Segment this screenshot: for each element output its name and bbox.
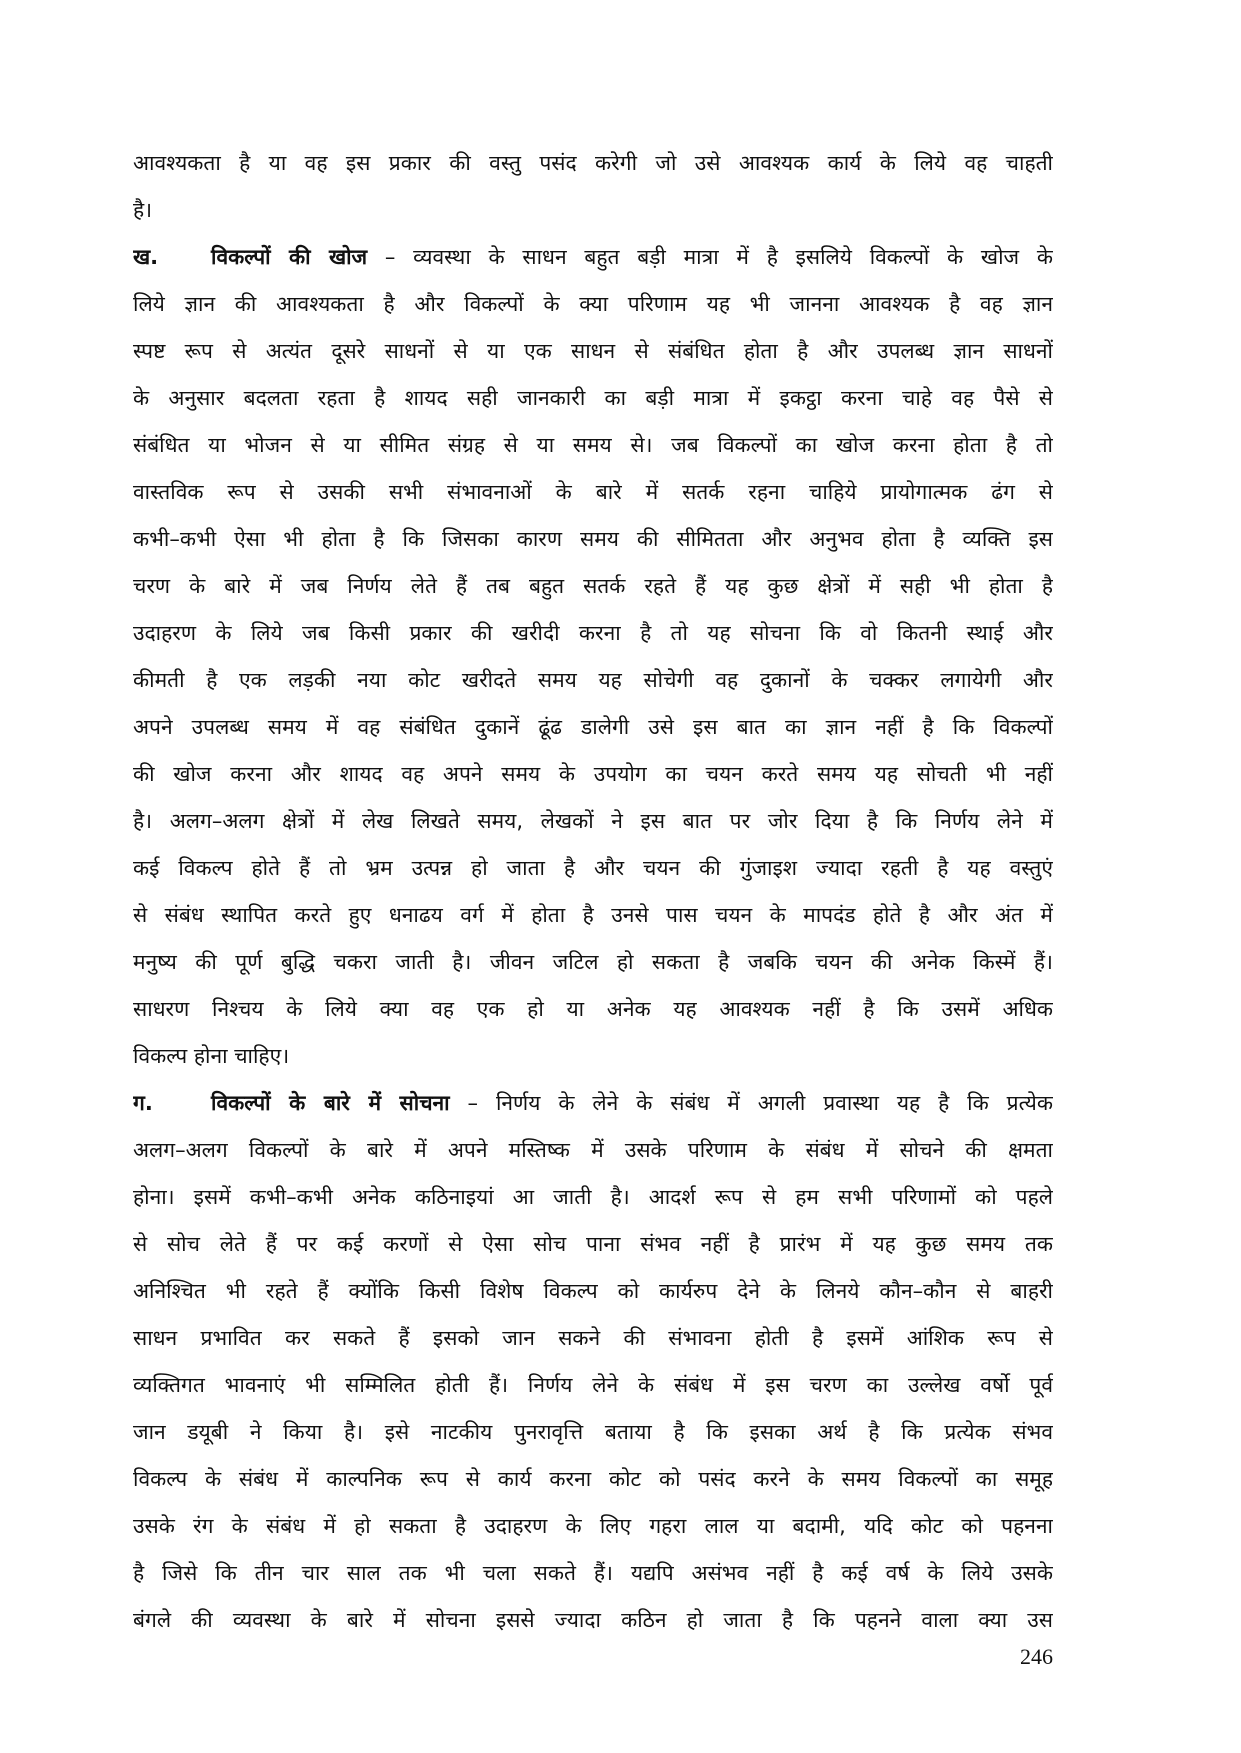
text-line: अलग–अलग विकल्पों के बारे में अपने मस्तिष्क में उसके परिणाम के संबंध में सोचने की क्षमता (133, 1138, 1053, 1162)
text-line: साधन प्रभावित कर सकते हैं इसको जान सकने की संभावना होती है इसमें आंशिक रूप से (133, 1326, 1053, 1350)
text-line: कई विकल्प होते हैं तो भ्रम उत्पन्न हो जाता है और चयन की गुंजाइश ज्यादा रहती है यह वस्तुएं (133, 856, 1053, 880)
text-line: है। (133, 198, 153, 222)
text-line: से संबंध स्थापित करते हुए धनाढय वर्ग में होता है उनसे पास चयन के मापदंड होते है और अंत में (133, 903, 1053, 927)
text-line: के अनुसार बदलता रहता है शायद सही जानकारी का बड़ी मात्रा में इकट्ठा करना चाहे वह पैसे से (133, 386, 1053, 410)
text-line: है जिसे कि तीन चार साल तक भी चला सकते हैं। यद्यपि असंभव नहीं है कई वर्ष के लिये उसके (133, 1561, 1053, 1585)
section-marker: ग. (133, 1091, 153, 1115)
text-line: उसके रंग के संबंध में हो सकता है उदाहरण के लिए गहरा लाल या बदामी, यदि कोट को पहनना (133, 1514, 1053, 1538)
text-line: विकल्प के संबंध में काल्पनिक रूप से कार्य करना कोट को पसंद करने के समय विकल्पों का समूह (133, 1467, 1053, 1491)
text-line: व्यक्तिगत भावनाएं भी सम्मिलित होती हैं। निर्णय लेने के संबंध में इस चरण का उल्लेख वर्षो पूर्व (133, 1373, 1053, 1397)
text-line: आवश्यकता है या वह इस प्रकार की वस्तु पसंद करेगी जो उसे आवश्यक कार्य के लिये वह चाहती (133, 151, 1053, 175)
section-heading-line (133, 234, 1053, 281)
document-body (133, 140, 1053, 1644)
text-line: कीमती है एक लड़की नया कोट खरीदते समय यह सोचेगी वह दुकानों के चक्कर लगायेगी और (133, 668, 1053, 692)
text-line: जान डयूबी ने किया है। इसे नाटकीय पुनरावृत्ति बताया है कि इसका अर्थ है कि प्रत्येक संभव (133, 1420, 1053, 1444)
section-heading: विकल्पों की खोज (211, 245, 368, 269)
text-line: कभी–कभी ऐसा भी होता है कि जिसका कारण समय की सीमितता और अनुभव होता है व्यक्ति इस (133, 527, 1053, 551)
text-line: संबंधित या भोजन से या सीमित संग्रह से या समय से। जब विकल्पों का खोज करना होता है तो (133, 433, 1053, 457)
text-line: मनुष्य की पूर्ण बुद्धि चकरा जाती है। जीवन जटिल हो सकता है जबकि चयन की अनेक किस्में हैं। (133, 950, 1053, 974)
text-line: अनिश्चित भी रहते हैं क्योंकि किसी विशेष विकल्प को कार्यरुप देने के लिनये कौन–कौन से बाहरी (133, 1279, 1053, 1303)
text-line: उदाहरण के लिये जब किसी प्रकार की खरीदी करना है तो यह सोचना कि वो कितनी स्थाई और (133, 621, 1053, 645)
text-line: लिये ज्ञान की आवश्यकता है और विकल्पों के क्या परिणाम यह भी जानना आवश्यक है वह ज्ञान (133, 292, 1053, 316)
text-line: स्पष्ट रूप से अत्यंत दूसरे साधनों से या एक साधन से संबंधित होता है और उपलब्ध ज्ञान साधनों (133, 339, 1053, 363)
text-line: की खोज करना और शायद वह अपने समय के उपयोग का चयन करते समय यह सोचती भी नहीं (133, 762, 1053, 786)
section-heading-line (133, 1080, 1053, 1127)
text-span: – व्यवस्था के साधन बहुत बड़ी मात्रा में है इसलिये विकल्पों के खोज के (384, 245, 1053, 269)
text-line: होना। इसमें कभी–कभी अनेक कठिनाइयां आ जाती है। आदर्श रूप से हम सभी परिणामों को पहले (133, 1185, 1053, 1209)
text-span: – निर्णय के लेने के संबंध में अगली प्रवास्था यह है कि प्रत्येक (467, 1091, 1053, 1115)
text-line: है। अलग–अलग क्षेत्रों में लेख लिखते समय, लेखकों ने इस बात पर जोर दिया है कि निर्णय लेने में (133, 809, 1053, 833)
text-line: चरण के बारे में जब निर्णय लेते हैं तब बहुत सतर्क रहते हैं यह कुछ क्षेत्रों में सही भी होता है (133, 574, 1053, 598)
section-heading: विकल्पों के बारे में सोचना (211, 1091, 450, 1115)
text-line: विकल्प होना चाहिए। (133, 1044, 290, 1068)
text-line: साधरण निश्चय के लिये क्या वह एक हो या अनेक यह आवश्यक नहीं है कि उसमें अधिक (133, 997, 1053, 1021)
text-line: बंगले की व्यवस्था के बारे में सोचना इससे ज्यादा कठिन हो जाता है कि पहनने वाला क्या उस (133, 1608, 1053, 1632)
text-line: अपने उपलब्ध समय में वह संबंधित दुकानें ढूंढ डालेगी उसे इस बात का ज्ञान नहीं है कि विकल्पों (133, 715, 1053, 739)
section-marker: ख. (133, 245, 159, 269)
text-line: से सोच लेते हैं पर कई करणों से ऐसा सोच पाना संभव नहीं है प्रारंभ में यह कुछ समय तक (133, 1232, 1053, 1256)
page-number: 246 (1020, 1644, 1053, 1669)
text-line: वास्तविक रूप से उसकी सभी संभावनाओं के बारे में सतर्क रहना चाहिये प्रायोगात्मक ढंग से (133, 480, 1053, 504)
